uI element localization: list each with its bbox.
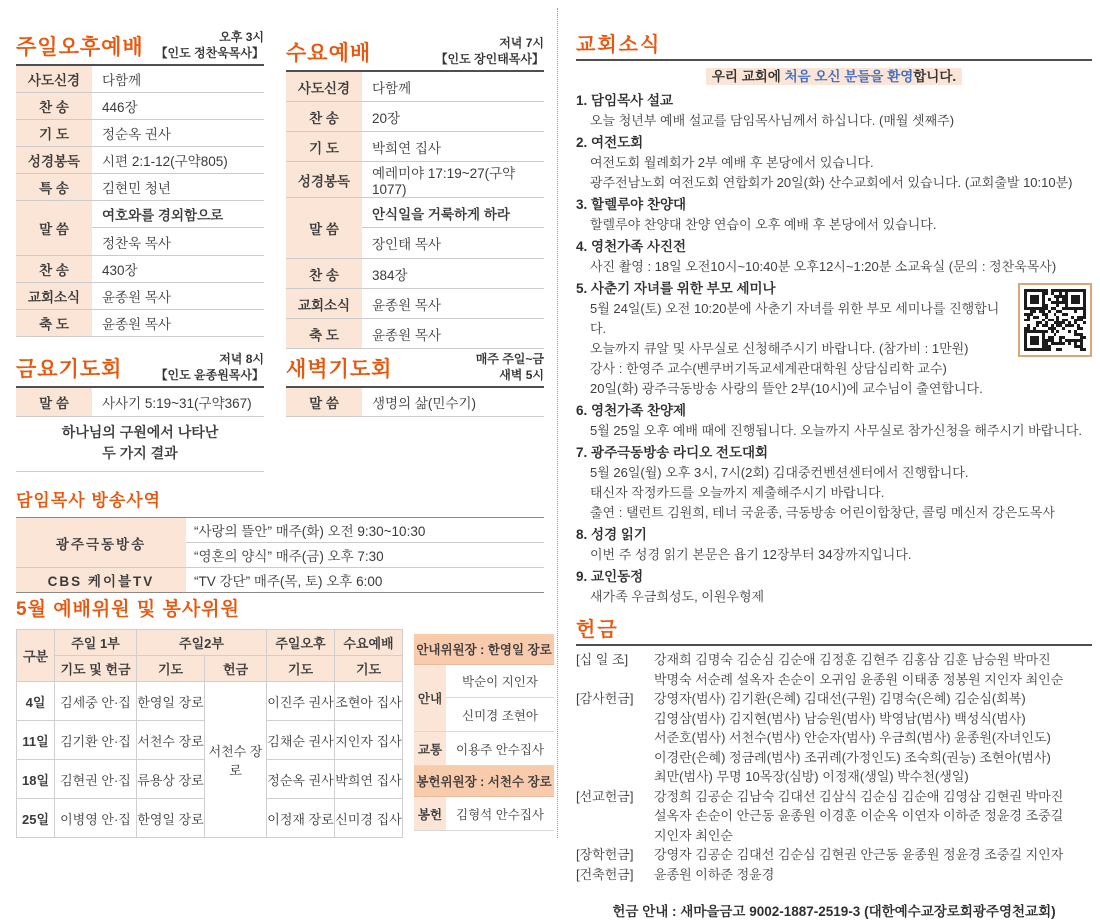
- broadcast-station: 광주극동방송: [16, 518, 186, 568]
- row-value: 다함께: [102, 73, 142, 89]
- sermon-preacher: 장인태 목사: [372, 237, 441, 253]
- cell: 박희연 집사: [335, 760, 403, 799]
- row-label: 말 씀: [16, 388, 92, 416]
- news-item-line: 광주전남노회 여전도회 연합회가 20일(화) 산수교회에서 있습니다. (교회출발 10:10분): [590, 175, 1073, 190]
- news-item-line: 오늘까지 큐알 및 사무실로 신청해주시기 바랍니다. (참가비 : 1만원): [590, 341, 969, 356]
- offering-names: 윤종원 이하준 정윤경: [654, 866, 775, 882]
- offering-entry: [576, 787, 1092, 846]
- cell: 이병영 안·집: [55, 799, 137, 838]
- sermon-title: 안식일을 거룩하게 하라: [362, 198, 544, 228]
- dawn-prayer-section: [286, 352, 544, 417]
- row-label: 축 도: [286, 319, 362, 348]
- row-value: 윤종원 목사: [102, 290, 171, 306]
- row-label: 교통: [414, 732, 446, 765]
- row-label: 기 도: [286, 132, 362, 161]
- row-label: 안내: [414, 665, 446, 731]
- section-header: [286, 352, 544, 388]
- news-item-line: 강사 : 한영주 교수(벤쿠버기독교세계관대학원 상담심리학 교수): [590, 361, 947, 376]
- section-title: 수요예배: [286, 42, 372, 66]
- section-title: 주일오후예배: [16, 36, 144, 60]
- news-item-title: 8. 성경 읽기: [576, 527, 647, 542]
- section-title: 새벽기도회: [286, 358, 393, 382]
- worship-row: [286, 162, 544, 198]
- col-header: 구분: [17, 630, 55, 682]
- row-value: 김형석 안수집사: [456, 807, 544, 822]
- col-subheader: 헌금: [205, 656, 267, 682]
- offering-entry: [576, 865, 1092, 885]
- news-item-line: 20일(화) 광주극동방송 사랑의 뜰안 2부(10시)에 교수님이 출연합니다.: [590, 381, 983, 396]
- worship-row: [286, 319, 544, 349]
- cell: 김세중 안·집: [55, 682, 137, 721]
- row-label: 성경봉독: [16, 147, 92, 173]
- cell: 김현권 안·집: [55, 760, 137, 799]
- worship-row: [16, 120, 264, 147]
- news-item-title: 4. 영천가족 사진전: [576, 239, 687, 254]
- time-text: 저녁 7시: [499, 36, 544, 50]
- may-committee-section: [16, 594, 403, 838]
- broadcast-program: “사랑의 뜰안” 매주(화) 오전 9:30~10:30: [186, 518, 544, 543]
- news-item-line: 오늘 청년부 예배 설교를 담임목사님께서 하십니다. (매월 셋째주): [590, 113, 955, 128]
- cell: 류용상 장로: [137, 760, 205, 799]
- sermon-title: 여호와를 경외함으로: [92, 201, 264, 228]
- usher-row: [414, 797, 554, 831]
- row-value: 윤종원 목사: [102, 317, 171, 333]
- offering-label: [장학헌금]: [576, 847, 634, 862]
- news-item-line: 5월 25일 오후 예배 때에 진행됩니다. 오늘까지 사무실로 참가신청을 해주시기 바랍니다.: [590, 423, 1083, 438]
- row-value: 이용주 안수집사: [456, 742, 544, 757]
- section-title: 담임목사 방송사역: [16, 491, 162, 510]
- row-label: 기 도: [16, 120, 92, 146]
- usher-row: [414, 732, 554, 766]
- row-label: 찬 송: [16, 93, 92, 119]
- news-item: [576, 195, 1092, 235]
- worship-row: [16, 256, 264, 283]
- column-divider: [557, 8, 558, 838]
- row-value: 윤종원 목사: [372, 327, 441, 343]
- news-item: [576, 91, 1092, 131]
- news-item-line: 이번 주 성경 읽기 본문은 욥기 12장부터 34장까지입니다.: [590, 547, 912, 562]
- row-label: 특 송: [16, 174, 92, 200]
- section-time-leader: [156, 352, 264, 383]
- cell: 김기환 안·집: [55, 721, 137, 760]
- col-header: 주일 1부: [55, 630, 137, 656]
- welcome-line: 우리 교회에 처음 오신 분들을 환영합니다.: [576, 65, 1092, 86]
- time-text: 오후 3시: [219, 30, 264, 44]
- offering-chief-header: 봉헌위원장 : 서천수 장로: [414, 766, 554, 797]
- usher-chief-header: 안내위원장 : 한영일 장로: [414, 634, 554, 665]
- cell: 조현아 집사: [335, 682, 403, 721]
- row-value: 430장: [102, 263, 138, 279]
- day-cell: 25일: [17, 799, 55, 838]
- offering-title: 헌금: [576, 613, 1092, 646]
- row-value: 정순옥 권사: [102, 127, 171, 143]
- section-header: [16, 352, 264, 388]
- row-value: 사사기 5:19~31(구약367): [102, 396, 252, 412]
- time-text: 새벽 5시: [499, 367, 544, 382]
- committee-table: [16, 629, 403, 838]
- news-item-line: 새가족 우금희성도, 이원우형제: [590, 589, 765, 604]
- col-subheader: 기도 및 헌금: [55, 656, 137, 682]
- cell: 이진주 권사: [267, 682, 335, 721]
- sermon-preacher: 정찬욱 목사: [102, 235, 171, 251]
- news-item: [576, 133, 1092, 193]
- row-label: 찬 송: [286, 259, 362, 288]
- news-item-title: 5. 사춘기 자녀를 위한 부모 세미나: [576, 281, 776, 296]
- news-title: 교회소식: [576, 28, 1092, 61]
- friday-sermon-title: 하나님의 구원에서 나타난 두 가지 결과: [16, 417, 264, 472]
- friday-prayer-section: [16, 352, 264, 472]
- news-item-line: 여전도회 월례회가 2부 예배 후 본당에서 있습니다.: [590, 155, 874, 170]
- leader-text: 【인도 장인태목사】: [435, 51, 544, 66]
- news-item-line: 할렐루야 찬양대 찬양 연습이 오후 예배 후 본당에서 있습니다.: [590, 217, 937, 232]
- row-label: 찬 송: [16, 256, 92, 282]
- row-label: 말 씀: [16, 201, 92, 255]
- row-label: 사도신경: [286, 72, 362, 101]
- table-row: [17, 682, 403, 721]
- offering-label: [건축헌금]: [576, 866, 634, 882]
- cell: 한영일 장로: [137, 799, 205, 838]
- merged-cell: 서천수 장로: [205, 682, 267, 838]
- news-item-line: 태신자 작정카드를 오늘까지 제출해주시기 바랍니다.: [590, 485, 885, 500]
- offering-entry: [576, 650, 1092, 689]
- news-item-title: 9. 교인동정: [576, 569, 644, 584]
- news-item-line: 사진 촬영 : 18일 오전10시~10:40분 오후12시~1:20분 소교육실 (문의 : 정찬욱목사): [590, 259, 1057, 274]
- broadcast-table: [16, 517, 544, 593]
- worship-row: [16, 174, 264, 201]
- broadcast-ministry-section: [16, 486, 544, 593]
- row-label: 교회소식: [16, 283, 92, 309]
- sunday-afternoon-worship-section: [16, 30, 264, 337]
- sermon-row: [16, 201, 264, 256]
- row-value: 시편 2:1-12(구약805): [102, 154, 228, 170]
- offering-names: 강정희 김공순 김남숙 김대선 김삼식 김순심 김순애 김영삼 김현권 박마진 설옥자 손순이 안근동 윤종원 이경훈 이순옥 이연자 이하준 정윤경 조중길 지인자 최인순: [654, 788, 1064, 843]
- time-text: 매주 주일~금: [475, 352, 544, 366]
- section-time-leader: [156, 30, 264, 61]
- offering-names: 강영자(범사) 김기환(은혜) 김대선(구원) 김명숙(은혜) 김순심(회복) 김영삼(범사) 김지현(범사) 남승원(범사) 박영남(범사) 백성식(범사) 서준호(범사) 서천수(범사) 안순자(범사) 우금희(범사) 윤종원(자녀인도) 이경란(은혜) 정금례(범사) 조귀례(가정인도) 조숙희(권능) 조현아(범사) 최만(범사) 무명 10목장(심방) 이정재(생일) 박수천(생일): [654, 691, 1051, 784]
- offering-entry: [576, 689, 1092, 787]
- row-label: 축 도: [16, 310, 92, 336]
- bank-account-line: 헌금 안내 : 새마을금고 9002-1887-2519-3 (대한예수교장로회광주영천교회): [612, 904, 1056, 919]
- col-subheader: 기도: [137, 656, 205, 682]
- worship-row: [286, 289, 544, 319]
- worship-row: [16, 310, 264, 337]
- usher-names: 박순이 지인자 신미경 조현아: [446, 665, 554, 731]
- news-item: [576, 525, 1092, 565]
- ushers-section: [414, 634, 554, 831]
- row-value: 생명의 삶(민수기): [372, 396, 477, 412]
- news-item: [576, 279, 1092, 399]
- broadcast-station: CBS 케이블TV: [16, 568, 186, 593]
- offering-block: [576, 650, 1092, 884]
- time-text: 저녁 8시: [219, 352, 264, 366]
- welcome-highlight: 처음 오신 분들을 환영: [784, 69, 914, 84]
- news-item: [576, 443, 1092, 523]
- worship-row: [16, 93, 264, 120]
- row-value: 다함께: [372, 80, 412, 96]
- sermon-row: [286, 198, 544, 259]
- worship-row: [16, 283, 264, 310]
- col-subheader: 기도: [335, 656, 403, 682]
- news-item-line: 5월 24일(토) 오전 10:20분에 사춘기 자녀를 위한 부모 세미나를 진행합니다.: [590, 301, 1000, 336]
- news-item-title: 1. 담임목사 설교: [576, 93, 674, 108]
- section-title: 금요기도회: [16, 358, 123, 382]
- cell: 이정재 장로: [267, 799, 335, 838]
- offering-entry: [576, 845, 1092, 865]
- news-item: [576, 567, 1092, 607]
- row-value: 446장: [102, 100, 138, 116]
- row-label: 말 씀: [286, 198, 362, 258]
- news-item: [576, 401, 1092, 441]
- section-title: 5월 예배위원 및 봉사위원: [16, 599, 240, 620]
- offering-names: 강재희 김명숙 김순심 김순애 김정훈 김현주 김홍삼 김훈 남승원 박마진 박명숙 서순례 설옥자 손순이 오귀임 윤종원 이태종 정봉원 지인자 최인순: [654, 652, 1064, 687]
- row-value: 윤종원 목사: [372, 297, 441, 313]
- news-item-title: 3. 할렐루야 찬양대: [576, 197, 687, 212]
- row-label: 사도신경: [16, 66, 92, 92]
- cell: 서천수 장로: [137, 721, 205, 760]
- news-item-title: 2. 여전도회: [576, 135, 644, 150]
- section-header: [286, 36, 544, 72]
- section-header: [16, 30, 264, 66]
- cell: 신미경 집사: [335, 799, 403, 838]
- leader-text: 【인도 윤종원목사】: [155, 367, 264, 382]
- broadcast-program: “영혼의 양식” 매주(금) 오후 7:30: [186, 543, 544, 568]
- worship-row: [16, 388, 264, 417]
- worship-row: [286, 388, 544, 417]
- broadcast-program: “TV 강단” 매주(목, 토) 오후 6:00: [186, 568, 544, 593]
- row-value: 박희연 집사: [372, 140, 441, 156]
- row-value: 20장: [372, 110, 401, 126]
- sermon-stack: [362, 198, 544, 258]
- row-label: 성경봉독: [286, 162, 362, 197]
- worship-row: [16, 147, 264, 174]
- day-cell: 18일: [17, 760, 55, 799]
- news-item-line: 출연 : 탤런트 김원희, 테너 국윤종, 극동방송 어린이합창단, 콜링 메신저 강은도목사: [590, 505, 1055, 520]
- news-item-line: 5월 26일(월) 오후 3시, 7시(2회) 김대중컨벤션센터에서 진행합니다.: [590, 465, 969, 480]
- offering-names: 강영자 김공순 김대선 김순심 김현권 안근동 윤종원 정윤경 조중길 지인자: [654, 847, 1064, 862]
- right-column: [576, 28, 1092, 920]
- offering-label: [십 일 조]: [576, 652, 629, 667]
- section-time-leader: [436, 36, 544, 67]
- worship-row: [286, 102, 544, 132]
- usher-row: [414, 665, 554, 732]
- section-time-leader: [476, 352, 544, 383]
- sermon-stack: [92, 201, 264, 255]
- col-header: 주일오후: [267, 630, 335, 656]
- row-label: 봉헌: [414, 797, 446, 830]
- wednesday-worship-section: [286, 36, 544, 349]
- row-label: 말 씀: [286, 388, 362, 416]
- col-header: 수요예배: [335, 630, 403, 656]
- cell: 지인자 집사: [335, 721, 403, 760]
- news-item-title: 7. 광주극동방송 라디오 전도대회: [576, 445, 769, 460]
- leader-text: 【인도 정찬욱목사】: [155, 45, 264, 60]
- news-item-title: 6. 영천가족 찬양제: [576, 403, 687, 418]
- row-value: 384장: [372, 267, 408, 283]
- worship-row: [286, 72, 544, 102]
- col-header: 주일2부: [137, 630, 267, 656]
- row-label: 찬 송: [286, 102, 362, 131]
- cell: 한영일 장로: [137, 682, 205, 721]
- row-label: 교회소식: [286, 289, 362, 318]
- worship-row: [16, 66, 264, 93]
- cell: 김채순 권사: [267, 721, 335, 760]
- row-value: 김현민 청년: [102, 181, 171, 197]
- seminar-qr-code: [1018, 283, 1092, 357]
- row-value: 예레미야 17:19~27(구약1077): [372, 166, 516, 198]
- day-cell: 11일: [17, 721, 55, 760]
- day-cell: 4일: [17, 682, 55, 721]
- offering-label: [감사헌금]: [576, 691, 634, 706]
- news-item: [576, 237, 1092, 277]
- offering-label: [선교헌금]: [576, 788, 634, 804]
- worship-row: [286, 132, 544, 162]
- worship-row: [286, 259, 544, 289]
- col-subheader: 기도: [267, 656, 335, 682]
- cell: 정순옥 권사: [267, 760, 335, 799]
